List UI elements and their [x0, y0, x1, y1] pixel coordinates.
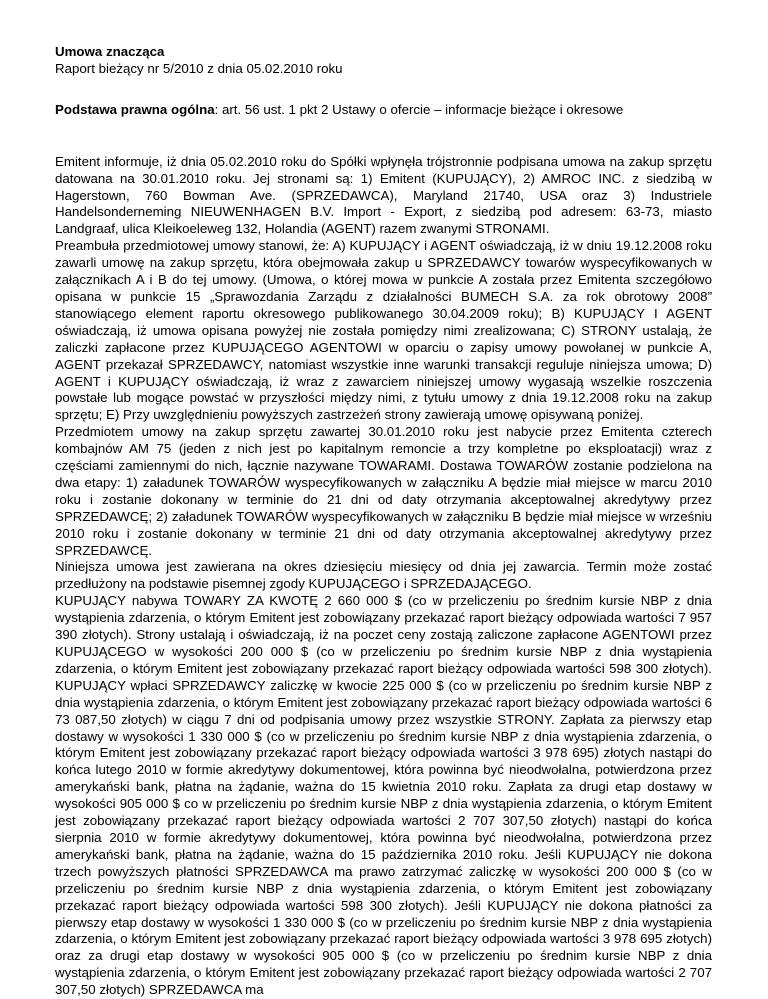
- body-paragraph-4: Niniejsza umowa jest zawierana na okres dziesięciu miesięcy od dnia jej zawarcia. Termin może zostać przedłużony na podstawie pisemnej zgody KUPUJĄCEGO i SPRZEDAJĄCEGO.: [55, 559, 712, 592]
- legal-basis-label: Podstawa prawna ogólna: [55, 101, 215, 117]
- body-paragraph-3: Przedmiotem umowy na zakup sprzętu zawartej 30.01.2010 roku jest nabycie przez Emitenta czterech kombajnów AM 75 (jeden z nich jest po kapitalnym remoncie a trzy kompletne po eksploatacji) wraz z częściami zamiennymi do nich, łącznie nazywane TOWARAMI. Dostawa TOWARÓW zostanie podzielona na dwa etapy: 1) załadunek TOWARÓW wyspecyfikowanych w załączniku A będzie miał miejsce w marcu 2010 roku i zostanie dokonany w terminie do 21 dni od daty otrzymania akceptowalnej akredytywy przez SPRZEDAWCĘ; 2) załadunek TOWARÓW wyspecyfikowanych w załączniku B będzie miał miejsce w wrześniu 2010 roku i zostanie dokonany w terminie 21 dni od daty otrzymania akceptowalnej akredytywy przez SPRZEDAWCĘ.: [55, 424, 712, 558]
- body-paragraph-5: KUPUJĄCY nabywa TOWARY ZA KWOTĘ 2 660 000 $ (co w przeliczeniu po średnim kursie NBP z dnia wystąpienia zdarzenia, o którym Emitent jest zobowiązany przekazać raport bieżący odpowiada wartości 7 957 390 złotych). Strony ustalają i oświadczają, iż na poczet ceny zostają zaliczone zapłacone AGENTOWI przez KUPUJĄCEGO w wysokości 200 000 $ (co w przeliczeniu po średnim kursie NBP z dnia wystąpienia zdarzenia, o którym Emitent jest zobowiązany przekazać raport bieżący odpowiada wartości 598 300 złotych). KUPUJĄCY wpłaci SPRZEDAWCY zaliczkę w kwocie 225 000 $ (co w przeliczeniu po średnim kursie NBP z dnia wystąpienia zdarzenia, o którym Emitent jest zobowiązany przekazać raport bieżący odpowiada wartości 6 73 087,50 złotych) w ciągu 7 dni od podpisania umowy przez wszystkie STRONY. Zapłata za pierwszy etap dostawy w wysokości 1 330 000 $ (co w przeliczeniu po średnim kursie NBP z dnia wystąpienia zdarzenia, o którym Emitent jest zobowiązany przekazać raport bieżący odpowiada wartości 3 978 695) złotych nastąpi do końca lutego 2010 w formie akredytywy dokumentowej, która powinna być nieodwołalna, potwierdzona przez amerykański bank, płatna na żądanie, ważna do 15 kwietnia 2010 roku. Zapłata za drugi etap dostawy w wysokości 905 000 $ co w przeliczeniu po średnim kursie NBP z dnia wystąpienia zdarzenia, o którym Emitent jest zobowiązany przekazać raport bieżący odpowiada wartości 2 707 307,50 złotych) nastąpi do końca sierpnia 2010 w formie akredytywy dokumentowej, która powinna być nieodwołalna, potwierdzona przez amerykański bank, płatna na żądanie, ważna do 15 października 2010 roku. Jeśli KUPUJĄCY nie dokona trzech powyższych płatności SPRZEDAWCA ma prawo zatrzymać zaliczkę w wysokości 200 000 $ (co w przeliczeniu po średnim kursie NBP z dnia wystąpienia zdarzenia, o którym Emitent jest zobowiązany przekazać raport bieżący odpowiada wartości 598 300 złotych). Jeśli KUPUJĄCY nie dokona płatności za pierwszy etap dostawy w wysokości 1 330 000 $ (co w przeliczeniu po średnim kursie NBP z dnia wystąpienia zdarzenia, o którym Emitent jest zobowiązany przekazać raport bieżący odpowiada wartości 3 978 695 złotych) oraz za drugi etap dostawy w wysokości 905 000 $ (co w przeliczeniu po średnim kursie NBP z dnia wystąpienia zdarzenia, o którym Emitent jest zobowiązany przekazać raport bieżący odpowiada wartości 2 707 307,50 złotych) SPRZEDAWCA ma: [55, 593, 712, 998]
- document-title: Umowa znacząca: [55, 44, 165, 59]
- body-paragraph-2: Preambuła przedmiotowej umowy stanowi, że: A) KUPUJĄCY i AGENT oświadczają, iż w dniu 19.12.2008 roku zawarli umowę na zakup sprzętu, która obejmowała zakup u SPRZEDAWCY towarów wyspecyfikowanych w załącznikach A i B do tej umowy. (Umowa, o której mowa w punkcie A została przez Emitenta szczegółowo opisana w punkcie 15 „Sprawozdania Zarządu z działalności BUMECH S.A. za rok obrotowy 2008” stanowiącego element raportu okresowego publikowanego 30.04.2009 roku); B) KUPUJĄCY I AGENT oświadczają, iż umowa opisana powyżej nie została pomiędzy nimi zrealizowana; C) STRONY ustalają, że zaliczki zapłacone przez KUPUJĄCEGO AGENTOWI w oparciu o zapisy umowy powołanej w punkcie A, AGENT przekazał SPRZEDAWCY, natomiast wszystkie inne warunki transakcji reguluje niniejsza umowa; D) AGENT i KUPUJĄCY oświadczają, iż wraz z zawarciem niniejszej umowy wygasają wszelkie roszczenia powstałe lub mogące powstać w przyszłości między nimi, z tytułu umowy z dnia 19.12.2008 roku na zakup sprzętu; E) Przy uwzględnieniu powyższych zastrzeżeń strony zawierają umowę opisywaną poniżej.: [55, 238, 712, 423]
- legal-basis-text: : art. 56 ust. 1 pkt 2 Ustawy o ofercie – informacje bieżące i okresowe: [214, 101, 624, 117]
- document-page: [55, 44, 712, 999]
- legal-basis-line: [55, 102, 712, 119]
- report-number-line: Raport bieżący nr 5/2010 z dnia 05.02.2010 roku: [55, 60, 343, 76]
- document-body: [55, 154, 712, 999]
- body-paragraph-1: Emitent informuje, iż dnia 05.02.2010 roku do Spółki wpłynęła trójstronnie podpisana umowa na zakup sprzętu datowana na 30.01.2010 roku. Jej stronami są: 1) Emitent (KUPUJĄCY), 2) AMROC INC. z siedzibą w Hagerstown, 760 Bowman Ave. (SPRZEDAWCA), Maryland 21740, USA oraz 3) Industriele Handelsonderneming NIEUWENHAGEN B.V. Import - Export, z siedzibą pod adresem: 63-73, miasto Landgraaf, ulica Kleikoeleweg 132, Holandia (AGENT) razem zwanymi STRONAMI.: [55, 153, 712, 237]
